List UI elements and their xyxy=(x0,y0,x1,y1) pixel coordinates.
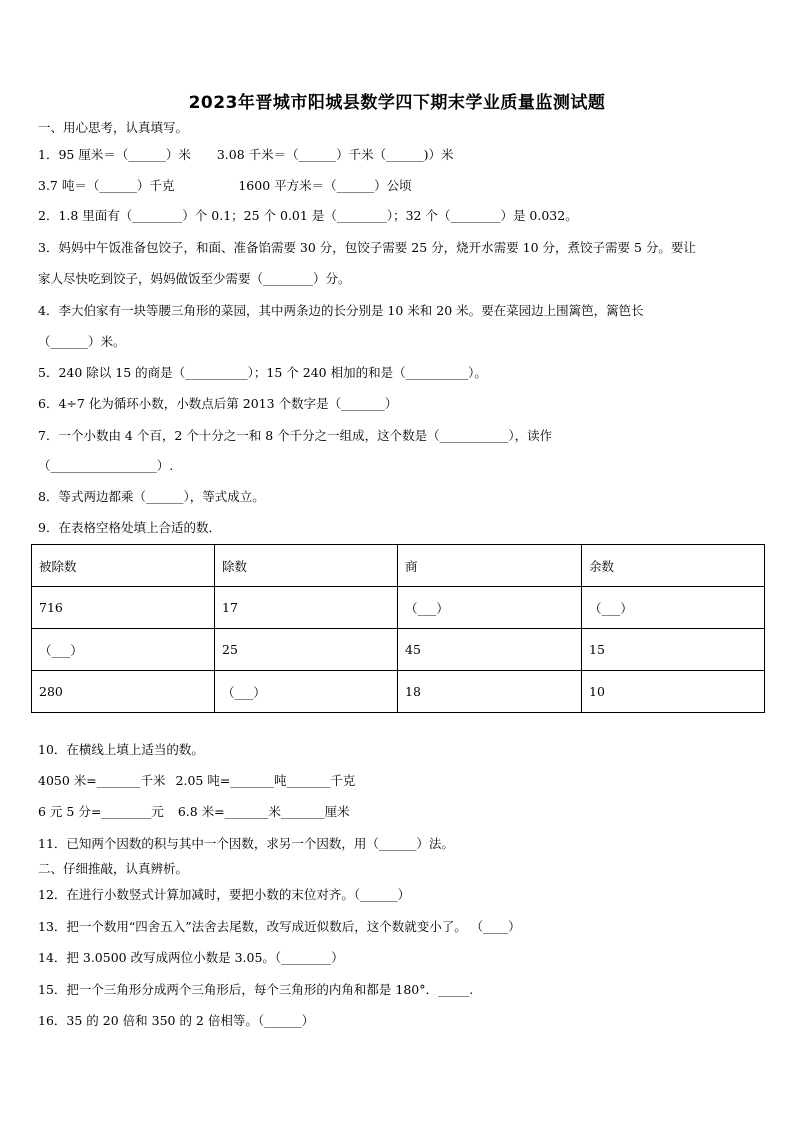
question-6: 6．4÷7 化为循环小数，小数点后第 2013 个数字是（_______） xyxy=(38,396,398,411)
table-header-cell: 余数 xyxy=(582,545,765,587)
table-header-cell: 被除数 xyxy=(32,545,215,587)
question-10b-part1: 6 元 5 分=________元 xyxy=(38,804,164,819)
question-1a xyxy=(38,146,454,164)
question-10a xyxy=(38,772,355,790)
question-9: 9．在表格空格处填上合适的数． xyxy=(38,520,221,535)
question-10a-part1: 4050 米=_______千米 xyxy=(38,773,166,788)
section-heading-1: 一、用心思考，认真填写。 xyxy=(38,120,189,135)
question-15: 15．把一个三角形分成两个三角形后，每个三角形的内角和都是 180°．_____. xyxy=(38,982,474,997)
page-title: 2023年晋城市阳城县数学四下期末学业质量监测试题 xyxy=(188,93,606,113)
question-16: 16．35 的 20 倍和 350 的 2 倍相等。（______） xyxy=(38,1013,315,1028)
question-12: 12．在进行小数竖式计算加减时，要把小数的末位对齐。（______） xyxy=(38,887,411,902)
table-cell: 18 xyxy=(398,671,582,713)
table-row xyxy=(32,587,765,629)
question-10b-part2: 6.8 米=_______米_______厘米 xyxy=(177,804,350,819)
table-cell-blank: （___） xyxy=(32,629,215,671)
table-cell-blank: （___） xyxy=(398,587,582,629)
table-cell: 10 xyxy=(582,671,765,713)
table-row xyxy=(32,629,765,671)
question-3-line1: 3．妈妈中午饭准备包饺子，和面、准备馅需要 30 分，包饺子需要 25 分，烧开水需要 10 分，煮饺子需要 5 分。要让 xyxy=(38,240,696,255)
table-cell: 280 xyxy=(32,671,215,713)
table-cell: 15 xyxy=(582,629,765,671)
question-14: 14．把 3.0500 改写成两位小数是 3.05。（________） xyxy=(38,950,344,965)
question-11: 11．已知两个因数的积与其中一个因数，求另一个因数，用（______）法。 xyxy=(38,836,454,851)
table-header-cell: 除数 xyxy=(215,545,398,587)
question-1b-part2: 1600 平方米＝（______）公顷 xyxy=(238,178,412,193)
question-4-line2: （______）米。 xyxy=(38,334,126,349)
question-1b xyxy=(38,177,412,195)
question-8: 8．等式两边都乘（______），等式成立。 xyxy=(38,489,265,504)
question-5: 5．240 除以 15 的商是（__________）；15 个 240 相加的和是（__________）。 xyxy=(38,365,487,380)
table-cell-blank: （___） xyxy=(215,671,398,713)
table-row xyxy=(32,671,765,713)
question-10b xyxy=(38,803,350,821)
table-cell: 45 xyxy=(398,629,582,671)
question-4-line1: 4．李大伯家有一块等腰三角形的菜园，其中两条边的长分别是 10 米和 20 米。要在菜园边上围篱笆，篱笆长 xyxy=(38,303,644,318)
section-heading-2: 二、仔细推敲，认真辨析。 xyxy=(38,861,189,876)
question-3-line2: 家人尽快吃到饺子，妈妈做饭至少需要（________）分。 xyxy=(38,271,351,286)
question-1a-part1: 1．95 厘米＝（______）米 xyxy=(38,147,191,162)
question-10: 10．在横线上填上适当的数。 xyxy=(38,742,204,757)
question-2: 2．1.8 里面有（________）个 0.1；25 个 0.01 是（________）；32 个（________）是 0.032。 xyxy=(38,208,578,223)
table-cell: 716 xyxy=(32,587,215,629)
question-10a-part2: 2.05 吨=_______吨_______千克 xyxy=(175,773,356,788)
table-cell: 17 xyxy=(215,587,398,629)
question-1b-part1: 3.7 吨＝（______）千克 xyxy=(38,178,175,193)
table-header-cell: 商 xyxy=(398,545,582,587)
question-1a-part2: 3.08 千米＝（______）千米（______)）米 xyxy=(216,147,454,162)
table-header-row xyxy=(32,545,765,587)
question-7-line2: （_________________）. xyxy=(38,458,174,473)
question-7-line1: 7．一个小数由 4 个百，2 个十分之一和 8 个千分之一组成，这个数是（___________），读作 xyxy=(38,428,553,443)
table-cell: 25 xyxy=(215,629,398,671)
table-cell-blank: （___） xyxy=(582,587,765,629)
division-table xyxy=(31,544,765,713)
question-13: 13．把一个数用“四舍五入”法舍去尾数，改写成近似数后，这个数就变小了。 （____） xyxy=(38,919,521,934)
